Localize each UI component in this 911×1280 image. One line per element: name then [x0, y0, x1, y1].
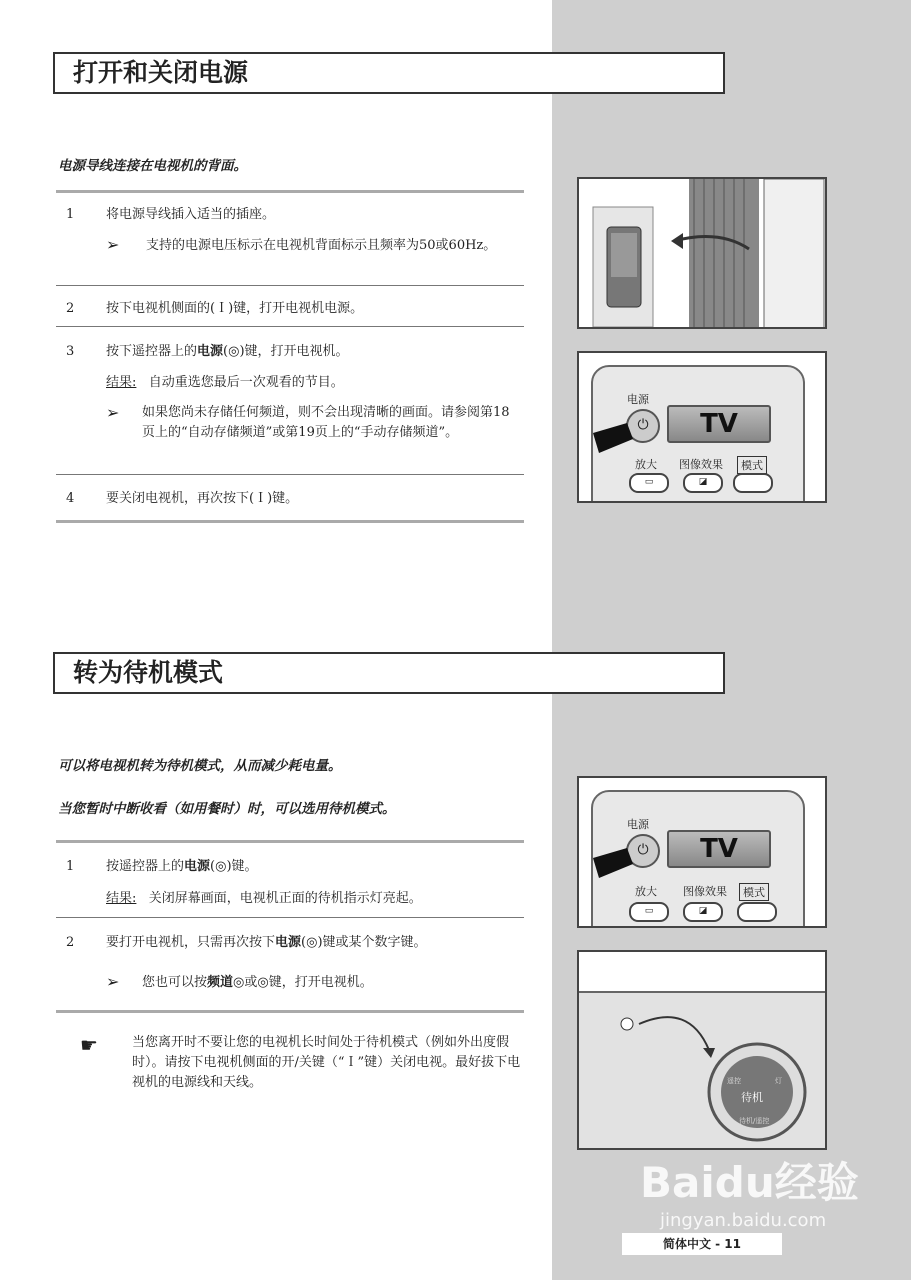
- divider: [56, 190, 524, 193]
- divider: [56, 326, 524, 327]
- standby-indicator-illustration: 待机 遥控 灯 待机/遥控: [577, 950, 827, 1150]
- section-title-power: 打开和关闭电源: [53, 52, 725, 94]
- remote-standby-illustration: 电源 ⏻ TV 放大 图像效果 模式 ▭ ◪: [577, 776, 827, 928]
- power-button-icon: ⏻: [626, 834, 660, 868]
- page-footer: 简体中文 - 11: [622, 1233, 782, 1255]
- zoom-button-icon: ▭: [629, 902, 669, 922]
- section2-intro-2: 当您暂时中断收看（如用餐时）时，可以选用待机模式。: [58, 801, 396, 817]
- mode-button-icon: [737, 902, 777, 922]
- pointer-arrow-icon: [593, 848, 637, 884]
- divider: [56, 285, 524, 286]
- power-switch-illustration: [577, 177, 827, 329]
- divider: [56, 917, 524, 918]
- zoom-button-icon: ▭: [629, 473, 669, 493]
- divider: [56, 1010, 524, 1013]
- pointer-arrow-icon: [593, 423, 637, 459]
- note-arrow-icon: ➢: [106, 972, 120, 991]
- pointing-hand-icon: ☛: [80, 1033, 98, 1057]
- channel-note: 如果您尚未存储任何频道，则不会出现清晰的画面。请参阅第18页上的“自动存储频道”或第19页上的“手动存储频道”。: [142, 405, 510, 440]
- section-title-standby: 转为待机模式: [53, 652, 725, 694]
- standby-label: 待机: [741, 1091, 763, 1104]
- remote-power-illustration: 电源 ⏻ TV 放大 图像效果 模式 ▭ ◪: [577, 351, 827, 503]
- picture-effect-button-icon: ◪: [683, 902, 723, 922]
- voltage-note: 支持的电源电压标示在电视机背面标示且频率为50或60Hz。: [146, 238, 497, 253]
- tv-side-switch-icon: [579, 179, 827, 329]
- section2-intro-1: 可以将电视机转为待机模式，从而减少耗电量。: [58, 758, 342, 774]
- divider: [56, 520, 524, 523]
- note-arrow-icon: ➢: [106, 403, 120, 422]
- watermark-url: jingyan.baidu.com: [660, 1210, 827, 1231]
- channel-on-note: 您也可以按频道◎或◎键，打开电视机。: [142, 975, 373, 990]
- divider: [56, 474, 524, 475]
- standby-tip: 当您离开时不要让您的电视机长时间处于待机模式（例如外出度假时）。请按下电视机侧面的开/关键（“Ｉ”键）关闭电视。最好拔下电视机的电源线和天线。: [132, 1035, 521, 1090]
- tv-display: TV: [667, 405, 771, 443]
- watermark: Baidu经验: [640, 1158, 859, 1207]
- section1-intro: 电源导线连接在电视机的背面。: [58, 158, 247, 174]
- result-row: 结果: 自动重选您最后一次观看的节目。: [106, 375, 344, 390]
- mode-button-icon: [733, 473, 773, 493]
- tv-front-icon: [579, 952, 827, 1150]
- picture-effect-button-icon: ◪: [683, 473, 723, 493]
- standby-result: 结果: 关闭屏幕画面，电视机正面的待机指示灯亮起。: [106, 891, 422, 906]
- power-button-icon: ⏻: [626, 409, 660, 443]
- divider: [56, 840, 524, 843]
- power-label: 电源: [627, 393, 649, 406]
- note-arrow-icon: ➢: [106, 235, 120, 254]
